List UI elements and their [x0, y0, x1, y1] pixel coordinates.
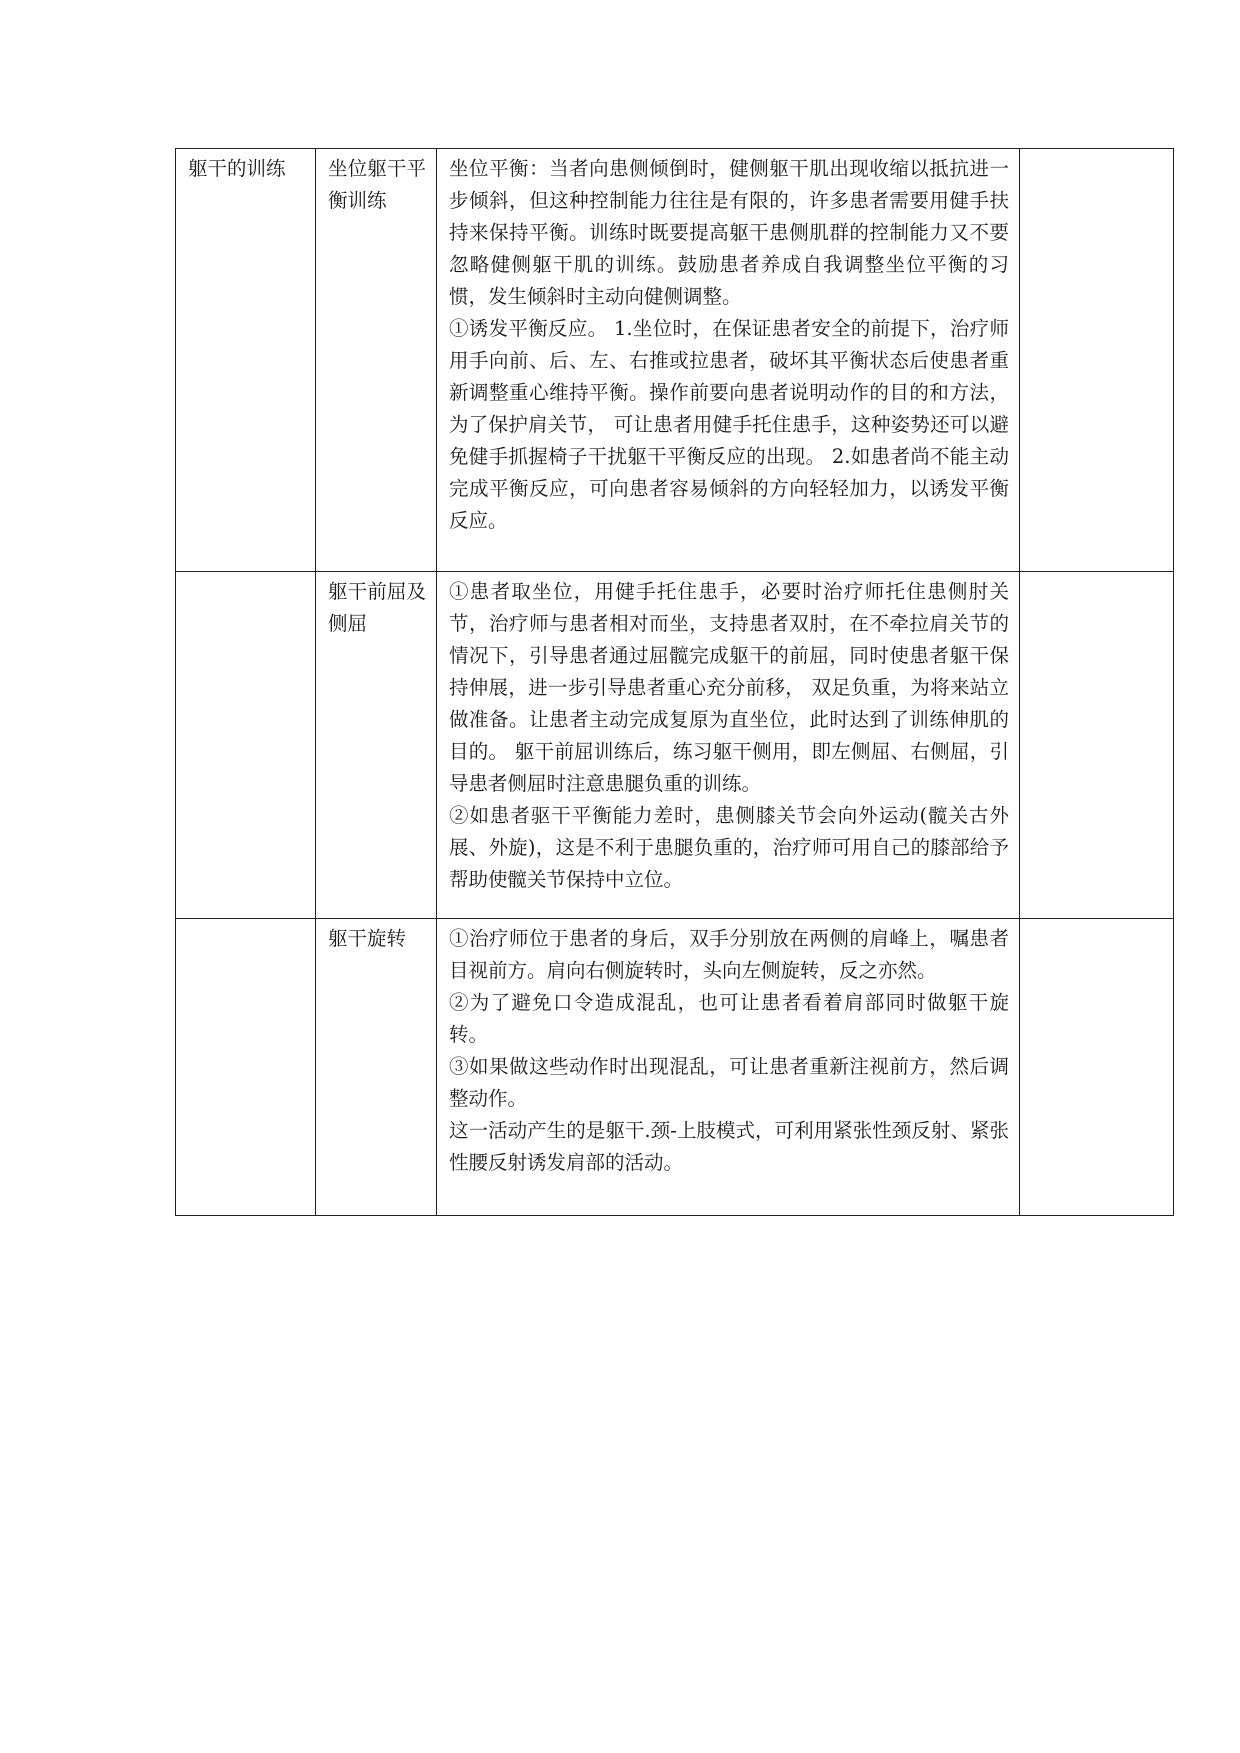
description-paragraph: 这一活动产生的是躯干.颈-上肢模式，可利用紧张性颈反射、紧张性腰反射诱发肩部的活动。: [449, 1119, 1009, 1174]
description-cell: [437, 919, 1020, 1216]
description-paragraph: ①诱发平衡反应。 1.坐位时，在保证患者安全的前提下，治疗师用手向前、后、左、右推或拉患者，破坏其平衡状态后使患者重新调整重心维持平衡。操作前要向患者说明动作的目的和方法，为了保护肩关节， 可让患者用健手托住患手，这种姿势还可以避免健手抓握椅子干扰躯干平衡反应的出现。 2.如患者尚不能主动完成平衡反应，可向患者容易倾斜的方向轻轻加力，以诱发平衡反应。: [449, 317, 1009, 532]
table-row: [176, 919, 1174, 1216]
notes-cell: [1020, 919, 1174, 1216]
category-cell: [176, 572, 316, 919]
description-cell: [437, 572, 1020, 919]
item-cell: 坐位躯干平衡训练: [316, 149, 437, 572]
notes-cell: [1020, 572, 1174, 919]
description-paragraph: ③如果做这些动作时出现混乱，可让患者重新注视前方，然后调整动作。: [449, 1055, 1009, 1110]
description-paragraph: ①患者取坐位，用健手托住患手，必要时治疗师托住患侧肘关节，治疗师与患者相对而坐，支持患者双肘，在不牵拉肩关节的情况下，引导患者通过屈髋完成躯干的前屈，同时使患者躯干保持伸展，进一步引导患者重心充分前移， 双足负重，为将来站立做准备。让患者主动完成复原为直坐位，此时达到了训练伸肌的目的。 躯干前屈训练后，练习躯干侧用，即左侧屈、右侧屈，引导患者侧屈时注意患腿负重的训练。: [449, 580, 1009, 795]
category-cell: 躯干的训练: [176, 149, 316, 572]
description-paragraph: ②为了避免口令造成混乱，也可让患者看着肩部同时做躯干旋转。: [449, 991, 1009, 1046]
description-paragraph: 坐位平衡：当者向患侧倾倒时，健侧躯干肌出现收缩以抵抗进一步倾斜，但这种控制能力往往是有限的，许多患者需要用健手扶持来保持平衡。训练时既要提高躯干患侧肌群的控制能力又不要忽略健侧躯干肌的训练。鼓励患者养成自我调整坐位平衡的习惯，发生倾斜时主动向健侧调整。: [449, 157, 1009, 308]
description-paragraph: ①治疗师位于患者的身后，双手分别放在两侧的肩峰上，嘱患者目视前方。肩向右侧旋转时，头向左侧旋转，反之亦然。: [449, 927, 1009, 982]
notes-cell: [1020, 149, 1174, 572]
training-table: [175, 148, 1174, 1216]
table-row: [176, 149, 1174, 572]
item-cell: 躯干前屈及侧屈: [316, 572, 437, 919]
item-cell: 躯干旋转: [316, 919, 437, 1216]
table-row: [176, 572, 1174, 919]
description-paragraph: ②如患者驱干平衡能力差时，患侧膝关节会向外运动(髋关古外展、外旋)，这是不利于患腿负重的，治疗师可用自己的膝部给予帮助使髋关节保持中立位。: [449, 804, 1009, 891]
category-cell: [176, 919, 316, 1216]
description-cell: [437, 149, 1020, 572]
